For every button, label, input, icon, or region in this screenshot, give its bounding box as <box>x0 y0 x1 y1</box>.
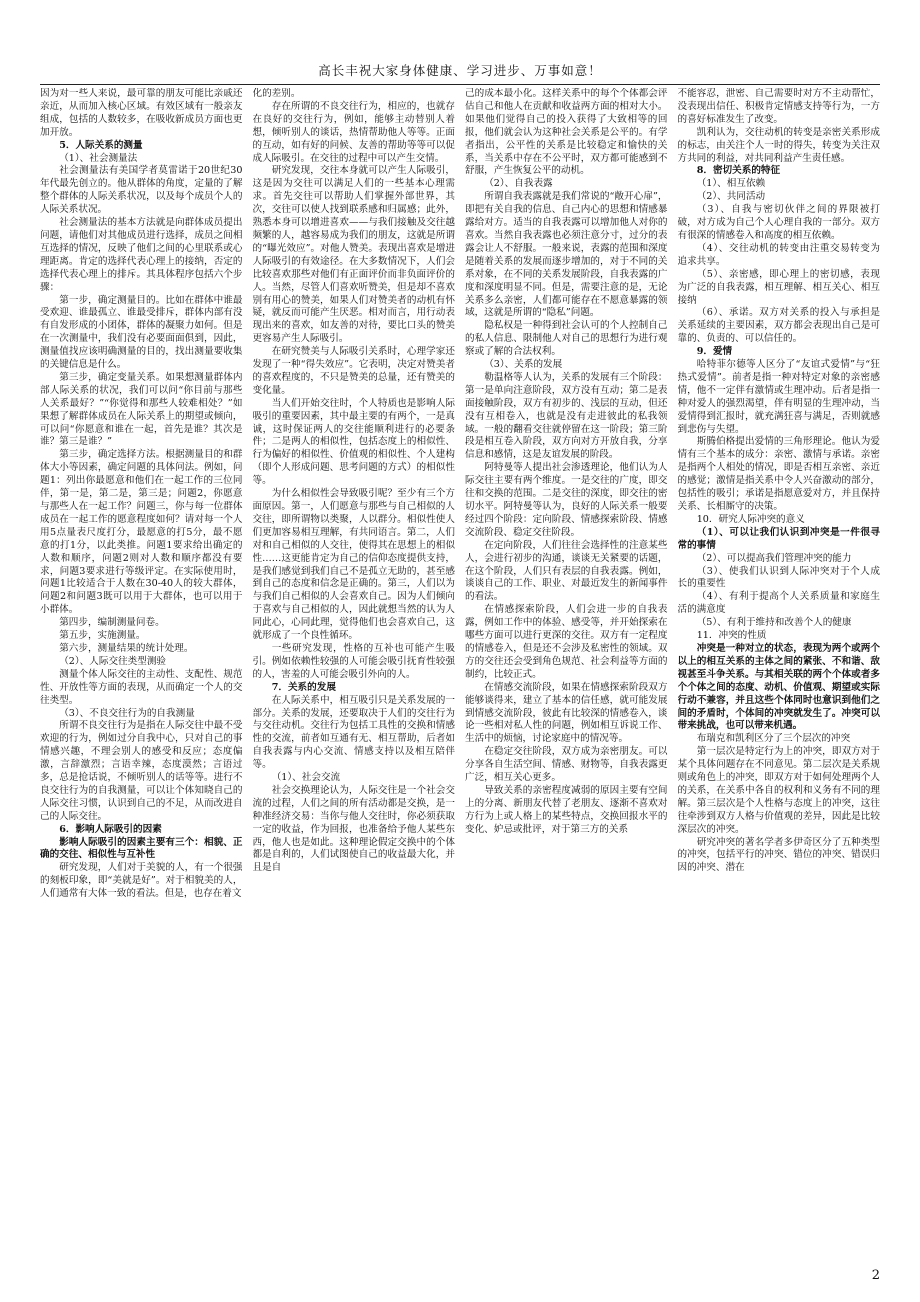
paragraph: 存在所谓的不良交往行为，相应的，也就存在良好的交往行为，例如，能够主动替别人着想，倾听别人的谈话，热情帮助他人等等。正面的互动，如有好的问候、友善的帮助等等可以促成人际吸引。在交往的过程中可以产生交情。 <box>252 100 455 164</box>
paragraph: （4）、有利于提高个人关系质量和家庭生活的满意度 <box>677 591 880 616</box>
paragraph: 冲突是一种对立的状态，表现为两个或两个以上的相互关系的主体之间的紧张、不和谐、敌视甚至斗争关系。与其相关联的两个个体或者多个个体之间的态度、动机、价值观、期望或实际行动不兼容，并且这些个体同时也意识到他们之间的矛盾时，个体间的冲突就发生了。冲突可以带来挑战，也可以带来机遇。 <box>677 642 880 732</box>
paragraph: （5）、有利于维持和改善个人的健康 <box>696 617 852 629</box>
paragraph: （5）、亲密感，即心理上的密切感，表现为广泛的自我表露，相互理解、相互关心、相互接纳 <box>677 268 880 306</box>
paragraph: 凯利认为，交往动机的转变是亲密关系形成的标志，由关注个人一时的得失，转变为关注双方共同的利益，对共同利益产生责任感。 <box>677 126 880 164</box>
paragraph: 哈特菲尔德等人区分了“友谊式爱情”与“狂热式爱情”。前者是指一种对特定对象的亲密感情，他不一定伴有激情或生理冲动。后者是指一种对爱人的强烈渴望，伴有明显的生理冲动，当爱情得到汇报时，就充满狂喜与满足，否则就感到悲伤与失望。 <box>677 359 880 435</box>
paragraph: 因为对一些人来说，最可靠的朋友可能比亲戚还亲近，从而加入核心区域。有效区域有一般亲友组成，包括的人数较多，在吸收新成员方面也更加开放。 <box>40 88 243 138</box>
paragraph: 隐私权是一种得到社会认可的个人控制自己的私人信息、限制他人对自己的思想行为进行观察或了解的合法权利。 <box>465 320 668 358</box>
paragraph: 研究发现，交往本身就可以产生人际吸引，这是因为交往可以满足人们的一些基本心理需求。首先交往可以帮助人们掌握外部世界，其次，交往可以使人找到联系感和归属感；此外，熟悉本身可以增进喜欢——与我们接触及交往越频繁的人，越容易成为我们的朋友，这就是所谓的“曝光效应”。对他人赞美。表现出喜欢是增进人际吸引的有效途径。在大多数情况下，人们会比较喜欢那些对他们有正面评价而非负面评价的人。当然，尽管人们喜欢听赞美，但是却不喜欢别有用心的赞美，如果人们对赞美者的动机有怀疑，就反而可能产生厌恶。相对而言，用行动表现出来的喜欢，如友善的对待，要比口头的赞美更容易产生人际吸引。 <box>252 165 455 345</box>
text-columns <box>40 88 880 1263</box>
paragraph: 斯腾伯格提出爱情的三角形理论。他认为爱情有三个基本的成分：亲密、激情与承诺。亲密是指两个人相处的情况，即是否相互亲密、亲近的感觉；激情是指关系中令人兴奋激动的部分，包括性的吸引；承诺是指愿意爱对方，并且保持关系、长相厮守的决策。 <box>677 436 880 512</box>
column-2 <box>253 88 456 1263</box>
paragraph: 布瑞克和凯利区分了三个层次的冲突 <box>696 733 851 745</box>
paragraph: 勒温格等人认为，关系的发展有三个阶段：第一是单向注意阶段，双方没有互动；第二是表面接触阶段，双方有初步的、浅层的互动，但还没有互相卷入，也就是没有走进彼此的私我领域。一般的翻看交往就停留在这一阶段；第三阶段是相互卷入阶段，双方向对方开放自我，分享信息和感情，这是友谊发展的阶段。 <box>465 371 668 461</box>
paragraph: （3）、使我们认识到人际冲突对于个人成长的重要性 <box>677 565 880 590</box>
paragraph: 所谓自我表露就是我们常说的“敞开心扉”，即把有关自我的信息、自己内心的思想和情感暴露给对方。适当的自我表露可以增加他人对你的喜欢。当然自我表露也必须注意分寸，过分的表露会让人不舒服。一般来说，表露的范围和深度是随着关系的发展而逐步增加的，对于不同的关系对象，在不同的关系发展阶段，自我表露的广度和深度明显不同。但是，需要注意的是，无论关系多么亲密，人们都可能存在不愿意暴露的领域，这就是所谓的“隐私”问题。 <box>465 191 668 319</box>
page-header <box>40 60 880 85</box>
paragraph: 在情感交流阶段，如果在情感探索阶段双方能够谈得来，建立了基本的信任感，就可能发展到情感交流阶段，彼此有比较深的情感卷入，谈论一些相对私人性的问题，例如相互诉说工作、生活中的烦恼，讨论家庭中的情况等。 <box>465 681 668 745</box>
paragraph: 第三步，确定变量关系。如果想测量群体内部人际关系的状况，我们可以问“你目前与那些人关系最好？”“你觉得和那些人较难相处？”如果想了解群体成员在人际关系上的期望或倾向，可以问“你愿意和谁在一起，首先是谁？其次是谁？第三是谁？” <box>40 371 243 448</box>
paragraph: 导致关系的亲密程度减弱的原因主要有空间上的分离、新朋友代替了老朋友、逐渐不喜欢对方行为上或人格上的某些特点，交换回报水平的变化、妒忌或批评，对于第三方的关系 <box>465 784 668 835</box>
paragraph: （2）、可以提高我们管理冲突的能力 <box>696 552 852 564</box>
paragraph: 化的差别。 <box>252 88 301 99</box>
paragraph: 为什么相似性会导致吸引呢？至少有三个方面原因。第一，人们愿意与那些与自己相似的人交往，即所谓物以类聚，人以群分。相似性使人们更加容易相互理解，有共同语言。第二，人们对和自己相似的人交往，使得其在思想上的相似性……这更能肯定为自己的信仰态度提供支持，是我们感觉到我们自己不是孤立无助的，甚至感到自己的态度和信念是正确的。第三，人们以为与我们自己相似的人会喜欢自己。因为人们倾向于喜欢与自己相似的人，因此就想当然的认为人同此心，心同此理，觉得他们也会喜欢自己，这就形成了一个良性循环。 <box>252 488 455 642</box>
header-text: 高长丰祝大家身体健康、学习进步、万事如意！ <box>318 63 602 78</box>
paragraph: 5．人际关系的测量 <box>59 139 143 151</box>
paragraph: （3）、关系的发展 <box>484 359 563 371</box>
paragraph: （1）、社会测量法 <box>59 152 138 164</box>
column-3 <box>465 88 668 1263</box>
paragraph: 在人际关系中，相互吸引只是关系发展的一部分。关系的发展，还要取决于人们的交往行为与交往动机。交往行为包括工具性的交换和情感性的交流，前者如互通有无、相互帮助，后者如自我表露与内心交流、情感支持以及相互陪伴等。 <box>252 694 455 771</box>
paragraph: （2）、共同活动 <box>696 191 766 203</box>
paragraph: 影响人际吸引的因素主要有三个：相貌、正确的交往、相似性与互补性 <box>40 836 243 861</box>
paragraph: 在研究赞美与人际吸引关系时，心理学家还发现了一种“得失效应”。它表明，决定对赞美者的喜欢程度的，不只是赞美的总量，还有赞美的变化量。 <box>252 346 455 396</box>
paragraph: 第三步，确定选择方法。根据测量目的和群体大小等因素，确定问题的具体问法。例如，问题1：列出你最愿意和他们在一起工作的三位同伴，第一是，第二是，第三是；问题2，你愿意与那些人在一起工作？问题三，你与每一位群体成员在一起工作的愿意程度如何？请对每一个人用5点量表尺度打分，最愿意的打5分，最不愿意的打1分，以此类推。问题1要求给出确定的人数和顺序，问题2则对人数和顺序都没有要求，问题3要求进行等级评定。在实际使用时，问题1比较适合于人数在30-40人的较大群体，问题2和问题3既可以用于大群体，也可以用于小群体。 <box>40 449 243 616</box>
paragraph: （3）、不良交往行为的自我测量 <box>59 707 195 719</box>
paragraph: （4）、交往动机的转变由注重交易转变为追求共享。 <box>677 242 880 267</box>
paragraph: 阿特曼等人提出社会渗透理论，他们认为人际交往主要有两个维度。一是交往的广度，即交往和交换的范围。二是交往的深度，即交往的密切水平。阿特曼等认为，良好的人际关系一般要经过四个阶段：定向阶段、情感探索阶段、情感交流阶段、稳定交往阶段。 <box>465 462 668 538</box>
paragraph: 测量个体人际交往的主动性、支配性、规范性、开放性等方面的表现，从而确定一个人的交往类型。 <box>40 668 243 706</box>
paragraph: 社会测量法有美国学者莫雷诺于20世纪30年代最先创立的。他从群体的角度，定量的了解整个群体的人际关系状况，以及每个成员个人的人际关系状况。 <box>40 165 243 216</box>
paragraph: （1）、相互依赖 <box>696 178 766 190</box>
paragraph: （1）、社会交流 <box>271 772 341 784</box>
paragraph: 在情感探索阶段，人们会进一步的自我表露，例如工作中的体验、感受等，并开始探索在哪些方面可以进行更深的交往。双方有一定程度的情感卷入，但是还不会涉及私密性的领域。双方的交往还会受到角色规范、社会利益等方面的制约，比较正式。 <box>465 604 668 680</box>
paragraph: 在定向阶段，人们往往会选择性的注意某些人，会进行初步的沟通，谈谈无关紧要的话题，在这个阶段，人们只有表层的自我表露。例如，谈谈自己的工作、职业、对最近发生的新闻事件的看法。 <box>465 539 668 603</box>
paragraph: 社会测量法的基本方法就是向群体成员提出问题，请他们对其他成员进行选择，成员之间相互选择的情况，反映了他们之间的心里联系或心理距离。肯定的选择代表心理上的接纳，否定的选择代表心理上的排斥。其具体程序包括六个步骤： <box>40 217 243 293</box>
paragraph: 第五步，实施测量。 <box>59 630 146 642</box>
paragraph: 己的成本最小化。这样关系中的每个个体都会评估自己和他人在贡献和收益两方面的相对大小。如果他们觉得自己的投入获得了大致相等的回报，他们就会认为这种社会关系是公平的。有学者指出，公平性的关系是比较稳定和愉快的关系，当关系中存在不公平时，双方都可能感到不舒服，产生恢复公平的动机。 <box>465 88 668 177</box>
paragraph: 7．关系的发展 <box>271 681 336 693</box>
paragraph: 第一步，确定测量目的。比如在群体中谁最受欢迎、谁最孤立、谁最受排斥，群体内部有没有自发形成的小团体，群体的凝聚力如何。但是在一次测量中，我们没有必要面面俱到，因此，测量值找应该明确测量的目的，找出测量要收集的关键信息是什么。 <box>40 294 243 371</box>
paragraph: 9．爱情 <box>696 346 733 358</box>
paragraph: 在稳定交往阶段，双方成为亲密朋友。可以分享各自生活空间、情感、财物等，自我表露更广泛，相互关心更多。 <box>465 746 668 784</box>
paragraph: 不能容忍，泄密、自己需要时对方不主动帮忙，没表现出信任、积极肯定情感支持等行为，一方的喜好标准发生了改变。 <box>677 88 880 125</box>
paragraph: 社会交换理论认为，人际交往是一个社会交流的过程，人们之间的所有活动都是交换，是一种准经济交易：当你与他人交往时，你必须获取一定的收益，作为回报，也准备给予他人某些东西，他人也是如此。这种理论假定交换中的个体都是自利的，人们试图使自己的收益最大化，并且是自 <box>252 784 455 874</box>
paragraph: 当人们开始交往时，个人特质也是影响人际吸引的重要因素，其中最主要的有两个，一是真诚，这时保证两人的交往能顺利进行的必要条件；二是两人的相似性，包括态度上的相似性、行为偏好的相似性、价值观的相似性、个人建构（即个人形成问题、思考问题的方式）的相似性等。 <box>252 397 455 487</box>
column-4 <box>678 88 881 1263</box>
paragraph: （2）、自我表露 <box>484 178 553 190</box>
paragraph: 8．密切关系的特征 <box>696 165 781 177</box>
paragraph: （1）、可以让我们认识到冲突是一件很寻常的事情 <box>677 526 880 551</box>
paragraph: 研究发现，人们对于美貌的人，有一个很强的刻板印象，即“美就是好”。对于相貌美的人，人们通常有大体一致的看法。但是，也存在着文 <box>40 862 243 900</box>
paragraph: 所谓不良交往行为是指在人际交往中最不受欢迎的行为，例如过分自我中心，只对自己的事情感兴趣，不理会别人的感受和反应；态度偏激，言辞激烈；言语幸辣，态度漠然；言语过多，总是抢话说，不倾听别人的话等等。进行不良交往行为的自我测量，可以让个体知晓自己的人际交往习惯，认识到自己的不足，从而改进自己的人际交往。 <box>40 720 243 822</box>
paragraph: 10．研究人际冲突的意义 <box>696 513 805 525</box>
paragraph: 11．冲突的性质 <box>696 630 767 642</box>
page-number: 2 <box>871 1268 880 1283</box>
paragraph: 6．影响人际吸引的因素 <box>59 823 162 835</box>
paragraph: 第六步，测量结果的统计处理。 <box>59 642 194 654</box>
paragraph: （3）、自我与密切伙伴之间的界限被打破，对方成为自己个人心理自我的一部分。双方有很深的情感卷入和高度的相互依赖。 <box>677 204 880 241</box>
paragraph: 研究冲突的著名学者多伊奇区分了五种类型的冲突，包括平行的冲突、错位的冲突、错误归因的冲突、潜在 <box>677 836 880 874</box>
paragraph: 第一层次是特定行为上的冲突，即双方对于某个具体问题存在不同意见。第二层次是关系规则或角色上的冲突，即双方对于如何处理两个人的关系，在关系中各自的权利和义务有不同的理解。第三层次是个人性格与态度上的冲突，这往往牵涉到双方人格与价值观的差异，因此是比较深层次的冲突。 <box>677 746 880 835</box>
paragraph: （2）、人际交往类型测验 <box>59 655 167 667</box>
paragraph: 一些研究发现，性格的互补也可能产生吸引。例如依赖性较强的人可能会吸引抚育性较强的人，害羞的人可能会吸引外向的人。 <box>252 642 455 680</box>
paragraph: （6）、承诺。双方对关系的投入与承担是关系延续的主要因素，双方都会表现出自己是可靠的、负责的、可以信任的。 <box>677 307 880 345</box>
column-1 <box>40 88 243 1263</box>
paragraph: 第四步，编制测量问卷。 <box>59 617 165 629</box>
